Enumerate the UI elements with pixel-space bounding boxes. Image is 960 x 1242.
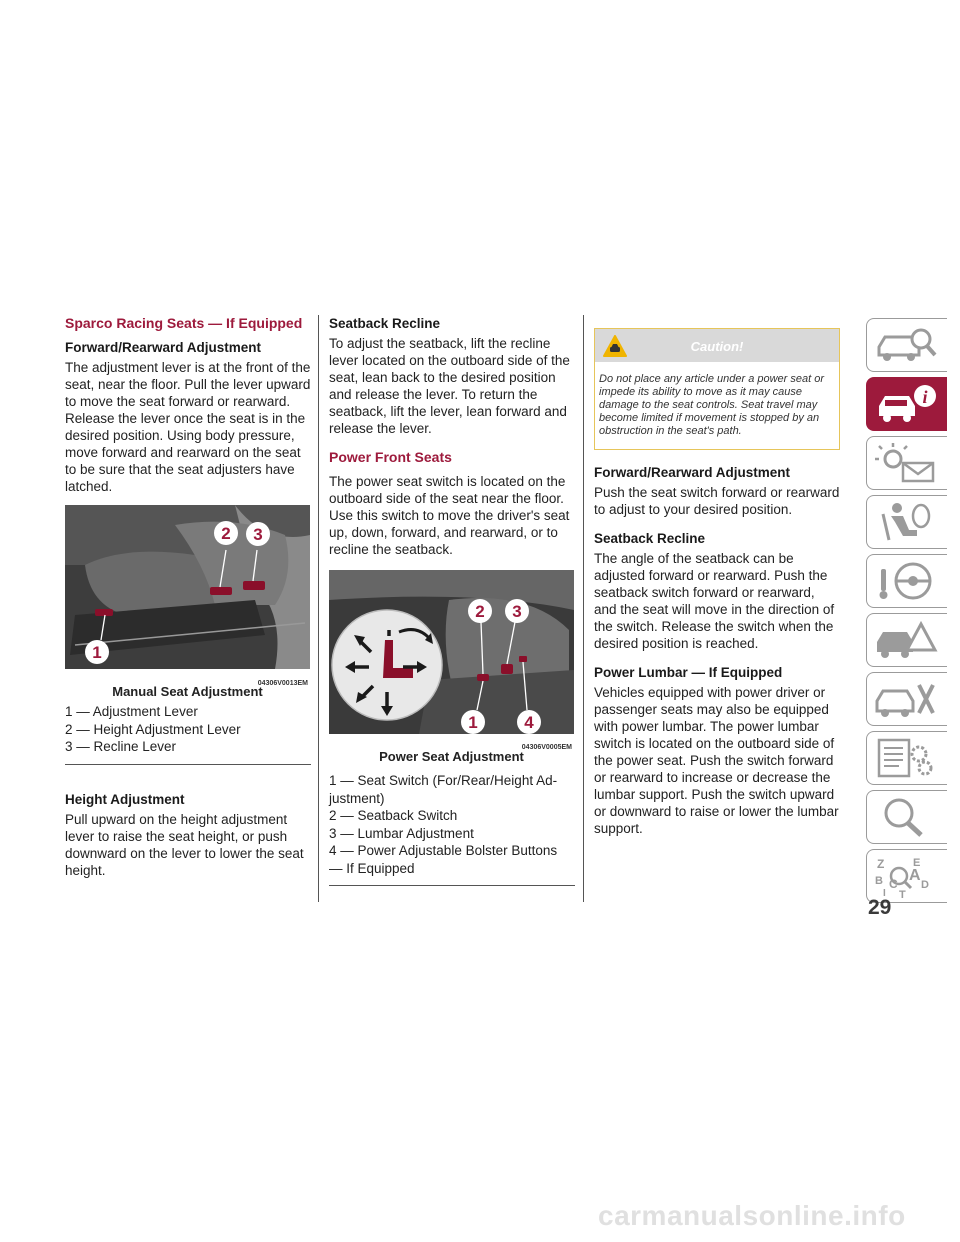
legend-item: 2 — Height Adjustment Lever [65, 721, 241, 737]
airbag-occupant-icon [873, 500, 939, 544]
svg-text:D: D [921, 879, 929, 891]
section-title-power: Power Front Seats [329, 449, 452, 465]
page-number: 29 [868, 896, 892, 919]
column-middle [329, 315, 575, 886]
heading-power-lumbar: Power Lumbar — If Equipped [594, 665, 783, 680]
caution-title: Caution! [690, 339, 744, 354]
heading-forward-rearward: Forward/Rearward Adjustment [594, 465, 791, 480]
svg-text:3: 3 [253, 525, 263, 544]
legend-item: 4 — Power Adjustable Bolster Buttons [329, 843, 558, 858]
svg-text:2: 2 [221, 524, 231, 543]
car-info-icon [873, 382, 939, 426]
svg-text:T: T [899, 889, 906, 898]
chapter-tabs [866, 318, 948, 908]
specs-gears-icon [873, 736, 939, 780]
legend-item: 1 — Adjustment Lever [65, 704, 198, 719]
tab-in-case-of-emergency[interactable] [866, 613, 947, 667]
car-service-tools-icon [873, 677, 939, 721]
callout-4 [517, 710, 541, 734]
manual-seat-illustration [65, 505, 310, 669]
figure-caption: Power Seat Adjustment [379, 749, 524, 764]
legend-item: 2 — Seatback Switch [329, 808, 458, 823]
svg-text:1: 1 [92, 643, 102, 662]
car-hazard-icon [873, 618, 939, 662]
callout-3 [246, 522, 270, 546]
caution-box [594, 328, 840, 450]
tab-servicing-maintenance[interactable] [866, 672, 947, 726]
legend-item: 1 — Seat Switch (For/Rear/Height Ad- [329, 773, 558, 788]
heading-seatback-recline: Seatback Recline [594, 531, 706, 546]
power-seat-illustration [329, 570, 574, 734]
legend-item: justment) [329, 790, 385, 806]
svg-text:1: 1 [468, 713, 478, 732]
tab-getting-to-know-instrument[interactable] [866, 377, 947, 431]
section-title: Sparco Racing Seats — If Equipped [65, 315, 303, 331]
svg-text:4: 4 [524, 713, 534, 732]
tab-safety[interactable] [866, 495, 947, 549]
figure-legend [329, 772, 575, 886]
figure-id: 04306V0005EM [521, 744, 572, 751]
svg-text:C: C [889, 877, 898, 891]
svg-text:A: A [909, 867, 921, 884]
legend-item: 3 — Recline Lever [65, 739, 177, 754]
heading-height: Height Adjustment [65, 791, 185, 807]
svg-text:I: I [883, 888, 886, 898]
callout-1 [461, 710, 485, 734]
tab-alphabetical-index[interactable] [866, 849, 947, 903]
paragraph-seatback-recline: The angle of the seatback can be adjusted forward or rearward. Push the seatback switch forward or rearward, and the seat will move in the direction of the switch. Release the switch when the desired position is reached. [594, 551, 835, 651]
power-seat-figure [329, 570, 574, 764]
car-search-icon [873, 323, 939, 367]
legend-item: 3 — Lumbar Adjustment [329, 825, 474, 841]
paragraph-power-seats: The power seat switch is located on the outboard side of the seat near the floor. Use this switch to move the driver's seat up, down, forward, and rearward, or to recline the seatback. [329, 474, 570, 557]
column-left [65, 315, 311, 891]
tab-getting-to-know-vehicle[interactable] [866, 318, 947, 372]
svg-text:B: B [875, 875, 883, 887]
column-divider [583, 315, 584, 902]
paragraph-power-lumbar: Vehicles equipped with power driver or passenger seats may also be equipped with power lumbar. The power lumbar switch is located on the outboard side of the power seat. Push the switch forward or rearward to increase or decrease the lumbar support. Push the switch upward or downward to raise or lower the lumbar support. [594, 685, 839, 836]
magnifier-icon [873, 795, 939, 839]
tab-starting-operating[interactable] [866, 554, 947, 608]
callout-1 [85, 640, 109, 664]
tab-index-search[interactable] [866, 790, 947, 844]
svg-text:i: i [922, 387, 928, 407]
heading-seatback-recline: Seatback Recline [329, 316, 441, 331]
tab-warning-lights[interactable] [866, 436, 947, 490]
paragraph-forward-rearward: Push the seat switch forward or rearward to adjust to your desired position. [594, 485, 840, 517]
heading-forward-rearward: Forward/Rearward Adjustment [65, 340, 262, 355]
figure-caption: Manual Seat Adjustment [112, 684, 263, 699]
svg-text:Z: Z [877, 857, 885, 871]
alphabet-index-icon [873, 854, 939, 898]
steering-wheel-key-icon [873, 559, 939, 603]
warning-light-message-icon [873, 441, 939, 485]
paragraph-forward-rearward: The adjustment lever is at the front of the seat, near the floor. Pull the lever upward to move the seat forward or rearward. Release the lever once the seat is in the desired position. Using body pressure, move forward and rearward on the seat to be sure that the seat adjusters have latched. [65, 360, 311, 494]
column-divider [318, 315, 319, 902]
callout-3 [505, 599, 529, 623]
tab-technical-specifications[interactable] [866, 731, 947, 785]
figure-legend [65, 703, 311, 765]
svg-text:E: E [913, 857, 921, 869]
column-right [594, 328, 840, 849]
caution-header [595, 329, 839, 362]
paragraph-seatback-recline: To adjust the seatback, lift the recline lever located on the outboard side of the seat, lean back to the desired position and release the lever. To return the seatback, lift the lever, lean forward and release the lever. [329, 336, 570, 436]
svg-text:2: 2 [475, 602, 485, 621]
manual-seat-figure [65, 505, 310, 699]
callout-2 [468, 599, 492, 623]
paragraph-height: Pull upward on the height adjustment lever to raise the seat height, or push downward on the lever to lower the seat height. [65, 811, 304, 878]
watermark: carmanualsonline.info [598, 1200, 906, 1231]
caution-text: Do not place any article under a power seat or impede its ability to move as it may cause damage to the seat controls. Seat travel may become limited if movement is stopped by an obstruction in the seat's path. [599, 373, 825, 437]
svg-text:3: 3 [512, 602, 522, 621]
legend-item: — If Equipped [329, 860, 415, 876]
callout-2 [214, 521, 238, 545]
figure-id: 04306V0013EM [257, 680, 308, 687]
